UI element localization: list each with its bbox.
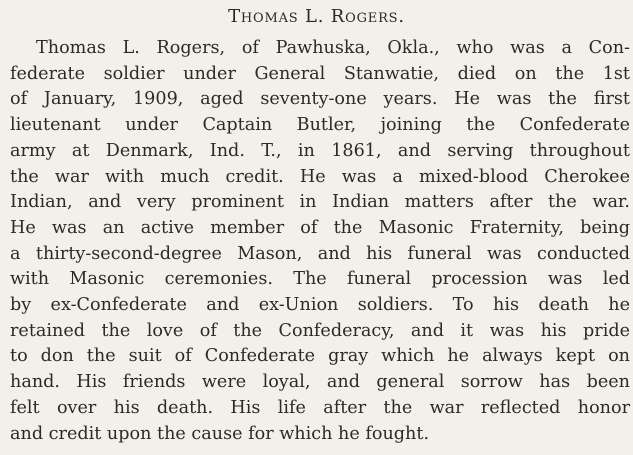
paragraph-line: felt over his death. His life after the war reflected honor: [10, 397, 630, 418]
paragraph-line: hand. His friends were loyal, and general sorrow has been: [10, 372, 630, 393]
paragraph-line: with Masonic ceremonies. The funeral procession was led: [10, 269, 630, 290]
paragraph-line: the war with much credit. He was a mixed-blood Cherokee: [10, 166, 630, 187]
paragraph-line: and credit upon the cause for which he fought.: [10, 423, 430, 444]
paragraph-line: retained the love of the Confederacy, and it was his pride: [10, 320, 630, 341]
paragraph-line: army at Denmark, Ind. T., in 1861, and serving throughout: [10, 140, 630, 161]
obituary-heading: Thomas L. Rogers.: [228, 6, 405, 27]
paragraph-line: to don the suit of Confederate gray which he always kept on: [10, 346, 630, 367]
paragraph-line: by ex-Confederate and ex-Union soldiers. To his death he: [10, 295, 630, 316]
paragraph-line: lieutenant under Captain Butler, joining the Confederate: [10, 115, 630, 136]
paragraph-line: Thomas L. Rogers, of Pawhuska, Okla., who was a Con-: [36, 38, 630, 58]
paragraph-line: federate soldier under General Stanwatie, died on the 1st: [10, 63, 630, 84]
paragraph-line: of January, 1909, aged seventy-one years. He was the first: [10, 89, 630, 110]
paragraph-line: He was an active member of the Masonic Fraternity, being: [10, 217, 630, 238]
obituary-paragraph: [10, 36, 630, 447]
paragraph-line: a thirty-second-degree Mason, and his funeral was conducted: [10, 243, 630, 264]
paragraph-line: Indian, and very prominent in Indian matters after the war.: [10, 192, 630, 213]
